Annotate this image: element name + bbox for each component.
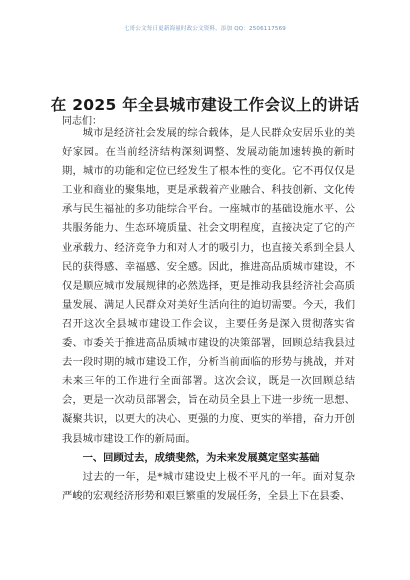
document-body <box>62 124 355 506</box>
salutation: 同志们： <box>62 116 102 127</box>
paragraph-intro: 城市是经济社会发展的综合载体，是人民群众安居乐业的美好家园。在当前经济结构深刻调整、发展动能加速转换的新时期，城市的功能和定位已经发生了根本性的变化。它不再仅仅是工业和商业的聚集地，更是承载着产业融合、科技创新、文化传承与民生福祉的多功能综合平台。一座城市的基础设施水平、公共服务能力、生态环境质量、社会文明程度，直接决定了它的产业承载力、经济竞争力和对人才的吸引力，也直接关系到全县人民的获得感、幸福感、安全感。因此，推进高品质城市建设，不仅是顺应城市发展规律的必然选择，更是推动我县经济社会高质量发展、满足人民群众对美好生活向往的迫切需要。今天，我们召开这次全县城市建设工作会议，主要任务是深入贯彻落实省委、市委关于推进高品质城市建设的决策部署，回顾总结我县过去一段时期的城市建设工作，分析当前面临的形势与挑战，并对未来三年的工作进行全面部署。这次会议，既是一次回顾总结会，更是一次动员部署会，旨在动员全县上下进一步统一思想、凝聚共识，以更大的决心、更强的力度、更实的举措，奋力开创我县城市建设工作的新局面。 <box>62 127 355 445</box>
paragraph-review: 过去的一年，是*城市建设史上极不平凡的一年。面对复杂严峻的宏观经济形势和艰巨繁重的发展任务，全县上下在县委、 <box>62 470 355 502</box>
document-title: 在 2025 年全县城市建设工作会议上的讲话 <box>50 96 360 114</box>
header-watermark: 七哥公文每日更新海量时政公文资料，添加 QQ：2506117569 <box>123 26 286 32</box>
section-heading: 一、回顾过去，成绩斐然，为未来发展奠定坚实基础 <box>82 451 320 464</box>
